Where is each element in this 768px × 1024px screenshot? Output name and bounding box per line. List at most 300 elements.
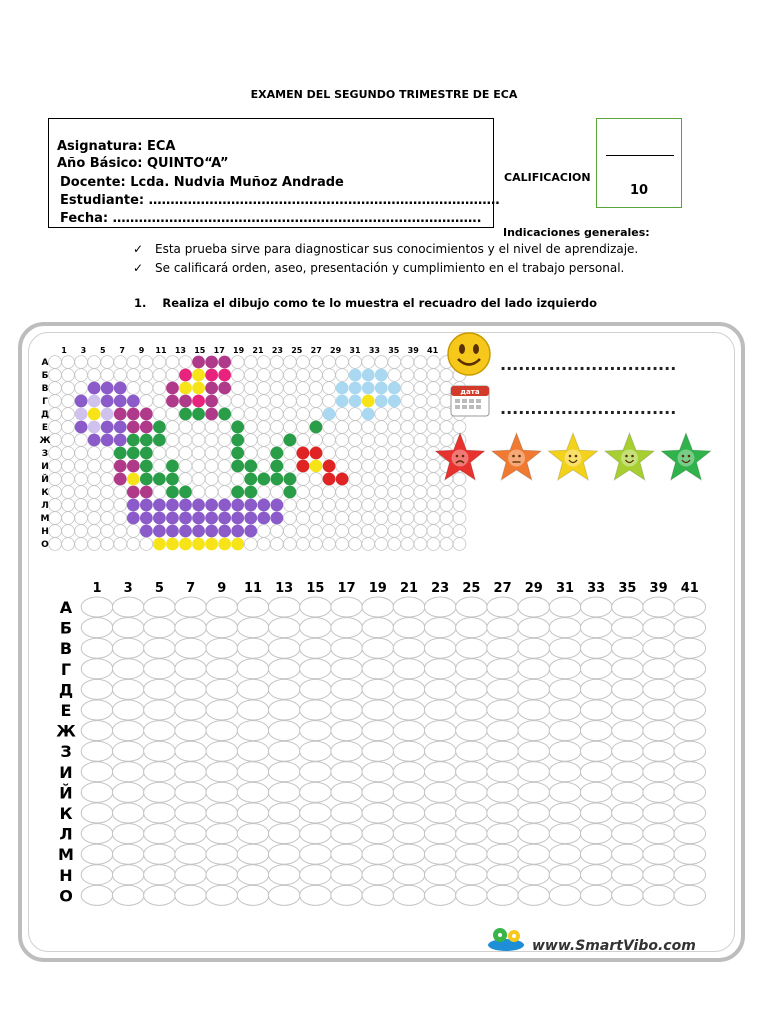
- work-dot[interactable]: [674, 824, 706, 844]
- work-dot[interactable]: [268, 700, 300, 720]
- work-dot[interactable]: [393, 762, 425, 782]
- work-dot[interactable]: [144, 865, 176, 885]
- work-dot[interactable]: [237, 618, 269, 638]
- work-dot[interactable]: [456, 782, 488, 802]
- work-dot[interactable]: [362, 741, 394, 761]
- work-dot[interactable]: [580, 679, 612, 699]
- work-dot[interactable]: [612, 782, 644, 802]
- work-dot[interactable]: [237, 721, 269, 741]
- work-dot[interactable]: [549, 618, 581, 638]
- work-dot[interactable]: [612, 844, 644, 864]
- work-dot[interactable]: [175, 803, 207, 823]
- work-dot[interactable]: [144, 700, 176, 720]
- work-dot[interactable]: [393, 721, 425, 741]
- work-dot[interactable]: [300, 638, 332, 658]
- work-dot[interactable]: [331, 741, 363, 761]
- work-dot[interactable]: [362, 865, 394, 885]
- work-dot[interactable]: [237, 597, 269, 617]
- work-dot[interactable]: [175, 762, 207, 782]
- work-dot[interactable]: [331, 721, 363, 741]
- work-dot[interactable]: [612, 803, 644, 823]
- work-dot[interactable]: [144, 638, 176, 658]
- work-dot[interactable]: [518, 597, 550, 617]
- work-dot[interactable]: [612, 824, 644, 844]
- work-dot[interactable]: [674, 865, 706, 885]
- work-dot[interactable]: [237, 824, 269, 844]
- work-dot[interactable]: [144, 762, 176, 782]
- work-dot[interactable]: [518, 844, 550, 864]
- work-dot[interactable]: [300, 659, 332, 679]
- work-dot[interactable]: [237, 638, 269, 658]
- work-dot[interactable]: [580, 782, 612, 802]
- work-dot[interactable]: [175, 824, 207, 844]
- work-dot[interactable]: [300, 782, 332, 802]
- work-dot[interactable]: [331, 865, 363, 885]
- work-dot[interactable]: [331, 597, 363, 617]
- work-dot[interactable]: [331, 885, 363, 905]
- work-dot[interactable]: [300, 679, 332, 699]
- work-dot[interactable]: [268, 659, 300, 679]
- work-dot[interactable]: [518, 865, 550, 885]
- work-dot[interactable]: [331, 782, 363, 802]
- work-dot[interactable]: [331, 803, 363, 823]
- student-field[interactable]: Estudiante: ………………………………………………………………………: [60, 193, 500, 208]
- work-dot[interactable]: [268, 679, 300, 699]
- work-dot[interactable]: [549, 824, 581, 844]
- work-dot[interactable]: [674, 782, 706, 802]
- work-dot[interactable]: [580, 865, 612, 885]
- work-dot[interactable]: [674, 803, 706, 823]
- work-dot[interactable]: [300, 618, 332, 638]
- work-dot[interactable]: [580, 844, 612, 864]
- work-dot[interactable]: [549, 865, 581, 885]
- work-dot[interactable]: [487, 700, 519, 720]
- work-dot[interactable]: [206, 824, 238, 844]
- work-dot[interactable]: [518, 700, 550, 720]
- work-dot[interactable]: [268, 762, 300, 782]
- work-dot[interactable]: [580, 803, 612, 823]
- work-dot[interactable]: [206, 597, 238, 617]
- work-dot[interactable]: [206, 844, 238, 864]
- work-dot[interactable]: [549, 741, 581, 761]
- work-dot[interactable]: [549, 638, 581, 658]
- work-dot[interactable]: [362, 597, 394, 617]
- work-dot[interactable]: [206, 803, 238, 823]
- work-dot[interactable]: [456, 762, 488, 782]
- work-dot[interactable]: [206, 721, 238, 741]
- work-dot[interactable]: [643, 782, 675, 802]
- work-dot[interactable]: [643, 679, 675, 699]
- work-dot[interactable]: [206, 865, 238, 885]
- work-dot[interactable]: [518, 824, 550, 844]
- work-dot[interactable]: [268, 803, 300, 823]
- work-dot[interactable]: [580, 824, 612, 844]
- work-dot[interactable]: [81, 885, 113, 905]
- work-dot[interactable]: [331, 844, 363, 864]
- work-dot[interactable]: [674, 885, 706, 905]
- work-dot[interactable]: [643, 700, 675, 720]
- work-dot[interactable]: [393, 638, 425, 658]
- work-dot[interactable]: [612, 741, 644, 761]
- work-dot[interactable]: [612, 865, 644, 885]
- work-dot[interactable]: [144, 721, 176, 741]
- work-dot[interactable]: [456, 618, 488, 638]
- work-dot[interactable]: [237, 679, 269, 699]
- work-dot[interactable]: [206, 659, 238, 679]
- work-dot[interactable]: [643, 638, 675, 658]
- work-dot[interactable]: [300, 865, 332, 885]
- work-dot[interactable]: [112, 865, 144, 885]
- work-dot[interactable]: [175, 782, 207, 802]
- work-dot[interactable]: [362, 762, 394, 782]
- work-dot[interactable]: [206, 782, 238, 802]
- work-dot[interactable]: [175, 885, 207, 905]
- work-dot[interactable]: [144, 679, 176, 699]
- work-dot[interactable]: [456, 803, 488, 823]
- work-dot[interactable]: [487, 659, 519, 679]
- work-dot[interactable]: [612, 618, 644, 638]
- work-dot[interactable]: [393, 679, 425, 699]
- work-dot[interactable]: [424, 885, 456, 905]
- work-dot[interactable]: [612, 700, 644, 720]
- work-dot[interactable]: [144, 803, 176, 823]
- work-dot[interactable]: [81, 803, 113, 823]
- work-dot[interactable]: [456, 638, 488, 658]
- work-dot[interactable]: [300, 597, 332, 617]
- work-dot[interactable]: [393, 659, 425, 679]
- work-dot[interactable]: [674, 844, 706, 864]
- work-dot[interactable]: [112, 844, 144, 864]
- work-dot[interactable]: [424, 782, 456, 802]
- work-dot[interactable]: [549, 721, 581, 741]
- work-dot[interactable]: [112, 679, 144, 699]
- work-dot[interactable]: [268, 618, 300, 638]
- work-dot[interactable]: [393, 803, 425, 823]
- work-dot[interactable]: [175, 844, 207, 864]
- work-dot[interactable]: [237, 865, 269, 885]
- work-dot[interactable]: [487, 741, 519, 761]
- work-dot[interactable]: [81, 721, 113, 741]
- work-dot[interactable]: [518, 618, 550, 638]
- work-dot[interactable]: [362, 638, 394, 658]
- work-dot[interactable]: [424, 865, 456, 885]
- work-dot[interactable]: [393, 824, 425, 844]
- date-dotted-line[interactable]: .............................: [500, 399, 677, 418]
- work-dot[interactable]: [674, 638, 706, 658]
- work-dot[interactable]: [175, 721, 207, 741]
- work-dot[interactable]: [237, 803, 269, 823]
- work-dot[interactable]: [612, 885, 644, 905]
- work-dot[interactable]: [580, 659, 612, 679]
- work-dot[interactable]: [144, 659, 176, 679]
- work-dot[interactable]: [237, 885, 269, 905]
- work-dot[interactable]: [580, 741, 612, 761]
- work-dot[interactable]: [487, 865, 519, 885]
- work-dot[interactable]: [643, 618, 675, 638]
- work-dot[interactable]: [81, 824, 113, 844]
- work-dot[interactable]: [112, 803, 144, 823]
- work-dot[interactable]: [549, 679, 581, 699]
- work-dot[interactable]: [144, 782, 176, 802]
- work-dot[interactable]: [487, 762, 519, 782]
- work-dot[interactable]: [300, 721, 332, 741]
- work-dot[interactable]: [112, 782, 144, 802]
- work-dot[interactable]: [643, 659, 675, 679]
- work-dot[interactable]: [268, 844, 300, 864]
- work-dot[interactable]: [144, 844, 176, 864]
- work-dot[interactable]: [393, 700, 425, 720]
- work-dot[interactable]: [487, 638, 519, 658]
- work-dot[interactable]: [549, 762, 581, 782]
- work-dot[interactable]: [580, 885, 612, 905]
- work-dot[interactable]: [643, 803, 675, 823]
- work-dot[interactable]: [331, 824, 363, 844]
- work-dot[interactable]: [362, 700, 394, 720]
- work-dot[interactable]: [237, 782, 269, 802]
- work-dot[interactable]: [81, 597, 113, 617]
- work-dot[interactable]: [268, 721, 300, 741]
- work-dot[interactable]: [643, 885, 675, 905]
- work-dot[interactable]: [424, 721, 456, 741]
- work-dot[interactable]: [580, 721, 612, 741]
- work-dot[interactable]: [456, 700, 488, 720]
- work-dot[interactable]: [81, 762, 113, 782]
- work-dot[interactable]: [424, 803, 456, 823]
- work-dot[interactable]: [518, 741, 550, 761]
- work-dot[interactable]: [144, 741, 176, 761]
- work-dot[interactable]: [580, 700, 612, 720]
- work-dot[interactable]: [268, 865, 300, 885]
- work-dot[interactable]: [206, 885, 238, 905]
- work-dot[interactable]: [206, 679, 238, 699]
- work-dot[interactable]: [580, 638, 612, 658]
- work-dot[interactable]: [456, 721, 488, 741]
- work-dot[interactable]: [518, 803, 550, 823]
- work-dot[interactable]: [112, 762, 144, 782]
- work-dot[interactable]: [487, 618, 519, 638]
- work-dot[interactable]: [580, 762, 612, 782]
- work-dot[interactable]: [175, 741, 207, 761]
- work-dot[interactable]: [81, 741, 113, 761]
- work-dot[interactable]: [549, 782, 581, 802]
- work-dot[interactable]: [456, 741, 488, 761]
- work-dot[interactable]: [144, 824, 176, 844]
- work-dot[interactable]: [206, 638, 238, 658]
- work-dot[interactable]: [487, 721, 519, 741]
- work-dot[interactable]: [612, 659, 644, 679]
- work-dot[interactable]: [549, 659, 581, 679]
- work-dot[interactable]: [81, 679, 113, 699]
- name-dotted-line[interactable]: .............................: [500, 355, 677, 374]
- date-field[interactable]: Fecha: ………………………………………………………………………….: [60, 211, 482, 226]
- work-dot[interactable]: [424, 679, 456, 699]
- work-dot[interactable]: [206, 741, 238, 761]
- work-dot[interactable]: [643, 865, 675, 885]
- work-dot[interactable]: [674, 679, 706, 699]
- work-dot[interactable]: [518, 885, 550, 905]
- work-dot[interactable]: [487, 679, 519, 699]
- work-dot[interactable]: [549, 885, 581, 905]
- work-dot[interactable]: [144, 618, 176, 638]
- work-dot[interactable]: [487, 844, 519, 864]
- work-dot[interactable]: [362, 618, 394, 638]
- work-dot[interactable]: [362, 885, 394, 905]
- work-dot[interactable]: [175, 700, 207, 720]
- work-dot[interactable]: [237, 700, 269, 720]
- work-dot[interactable]: [674, 741, 706, 761]
- work-dot[interactable]: [518, 659, 550, 679]
- work-dot[interactable]: [549, 597, 581, 617]
- work-dot[interactable]: [300, 700, 332, 720]
- work-dot[interactable]: [643, 597, 675, 617]
- work-dot[interactable]: [643, 844, 675, 864]
- work-dot[interactable]: [643, 741, 675, 761]
- work-dot[interactable]: [643, 762, 675, 782]
- work-dot[interactable]: [362, 679, 394, 699]
- work-dot[interactable]: [456, 659, 488, 679]
- work-dot[interactable]: [393, 844, 425, 864]
- work-dot[interactable]: [424, 618, 456, 638]
- work-dot[interactable]: [268, 824, 300, 844]
- work-dot[interactable]: [487, 597, 519, 617]
- work-dot[interactable]: [487, 803, 519, 823]
- work-dot[interactable]: [362, 803, 394, 823]
- work-dot[interactable]: [424, 700, 456, 720]
- work-dot[interactable]: [237, 762, 269, 782]
- work-dot[interactable]: [424, 597, 456, 617]
- work-dot[interactable]: [81, 700, 113, 720]
- work-dot[interactable]: [144, 597, 176, 617]
- work-dot[interactable]: [362, 659, 394, 679]
- work-dot[interactable]: [549, 700, 581, 720]
- work-dot[interactable]: [393, 885, 425, 905]
- work-dot[interactable]: [237, 659, 269, 679]
- work-dot[interactable]: [331, 679, 363, 699]
- work-dot[interactable]: [612, 679, 644, 699]
- work-dot[interactable]: [424, 659, 456, 679]
- work-dot[interactable]: [643, 824, 675, 844]
- work-dot[interactable]: [268, 782, 300, 802]
- work-dot[interactable]: [518, 762, 550, 782]
- work-dot[interactable]: [112, 741, 144, 761]
- work-dot[interactable]: [456, 844, 488, 864]
- work-dot[interactable]: [81, 638, 113, 658]
- work-dot[interactable]: [81, 865, 113, 885]
- work-dot[interactable]: [268, 741, 300, 761]
- work-dot[interactable]: [612, 721, 644, 741]
- work-dot[interactable]: [112, 721, 144, 741]
- work-dot[interactable]: [300, 762, 332, 782]
- work-dot[interactable]: [518, 782, 550, 802]
- work-dot[interactable]: [81, 844, 113, 864]
- work-dot[interactable]: [81, 618, 113, 638]
- work-dot[interactable]: [112, 659, 144, 679]
- work-dot[interactable]: [487, 782, 519, 802]
- work-dot[interactable]: [237, 741, 269, 761]
- work-dot[interactable]: [393, 618, 425, 638]
- work-dot[interactable]: [612, 597, 644, 617]
- work-dot[interactable]: [674, 659, 706, 679]
- work-dot[interactable]: [362, 721, 394, 741]
- work-dot[interactable]: [362, 782, 394, 802]
- work-dot[interactable]: [268, 597, 300, 617]
- work-dot[interactable]: [456, 824, 488, 844]
- work-dot[interactable]: [674, 597, 706, 617]
- work-dot[interactable]: [300, 803, 332, 823]
- work-dot[interactable]: [393, 597, 425, 617]
- work-dot[interactable]: [112, 824, 144, 844]
- work-dot[interactable]: [424, 741, 456, 761]
- work-dot[interactable]: [175, 865, 207, 885]
- work-dot[interactable]: [112, 597, 144, 617]
- work-dot[interactable]: [424, 844, 456, 864]
- work-dot[interactable]: [674, 762, 706, 782]
- work-dot[interactable]: [518, 638, 550, 658]
- work-dot[interactable]: [268, 638, 300, 658]
- work-dot[interactable]: [112, 885, 144, 905]
- work-dot[interactable]: [206, 618, 238, 638]
- work-dot[interactable]: [206, 762, 238, 782]
- work-dot[interactable]: [175, 679, 207, 699]
- work-dot[interactable]: [362, 824, 394, 844]
- work-dot[interactable]: [268, 885, 300, 905]
- work-dot[interactable]: [300, 824, 332, 844]
- work-dot[interactable]: [456, 679, 488, 699]
- work-dot[interactable]: [112, 618, 144, 638]
- work-dot[interactable]: [456, 597, 488, 617]
- work-dot[interactable]: [112, 638, 144, 658]
- work-dot[interactable]: [674, 700, 706, 720]
- work-dot[interactable]: [300, 844, 332, 864]
- work-dot[interactable]: [300, 741, 332, 761]
- work-dot[interactable]: [487, 885, 519, 905]
- work-dot[interactable]: [331, 762, 363, 782]
- work-dot[interactable]: [331, 700, 363, 720]
- work-dot[interactable]: [81, 659, 113, 679]
- work-dot[interactable]: [674, 618, 706, 638]
- work-dot[interactable]: [300, 885, 332, 905]
- work-dot[interactable]: [393, 741, 425, 761]
- work-dot-grid[interactable]: [81, 597, 705, 905]
- work-dot[interactable]: [549, 844, 581, 864]
- work-dot[interactable]: [580, 618, 612, 638]
- work-dot[interactable]: [549, 803, 581, 823]
- work-dot[interactable]: [424, 762, 456, 782]
- work-dot[interactable]: [674, 721, 706, 741]
- work-dot[interactable]: [362, 844, 394, 864]
- work-dot[interactable]: [206, 700, 238, 720]
- work-dot[interactable]: [612, 762, 644, 782]
- work-dot[interactable]: [144, 885, 176, 905]
- work-dot[interactable]: [456, 885, 488, 905]
- work-dot[interactable]: [175, 597, 207, 617]
- work-dot[interactable]: [612, 638, 644, 658]
- work-dot[interactable]: [487, 824, 519, 844]
- work-dot[interactable]: [643, 721, 675, 741]
- work-dot[interactable]: [518, 679, 550, 699]
- work-dot[interactable]: [424, 824, 456, 844]
- work-dot[interactable]: [112, 700, 144, 720]
- work-dot[interactable]: [175, 618, 207, 638]
- work-dot[interactable]: [393, 865, 425, 885]
- work-dot[interactable]: [237, 844, 269, 864]
- work-dot[interactable]: [424, 638, 456, 658]
- work-dot[interactable]: [393, 782, 425, 802]
- work-dot[interactable]: [175, 659, 207, 679]
- work-dot[interactable]: [456, 865, 488, 885]
- work-dot[interactable]: [331, 659, 363, 679]
- work-dot[interactable]: [81, 782, 113, 802]
